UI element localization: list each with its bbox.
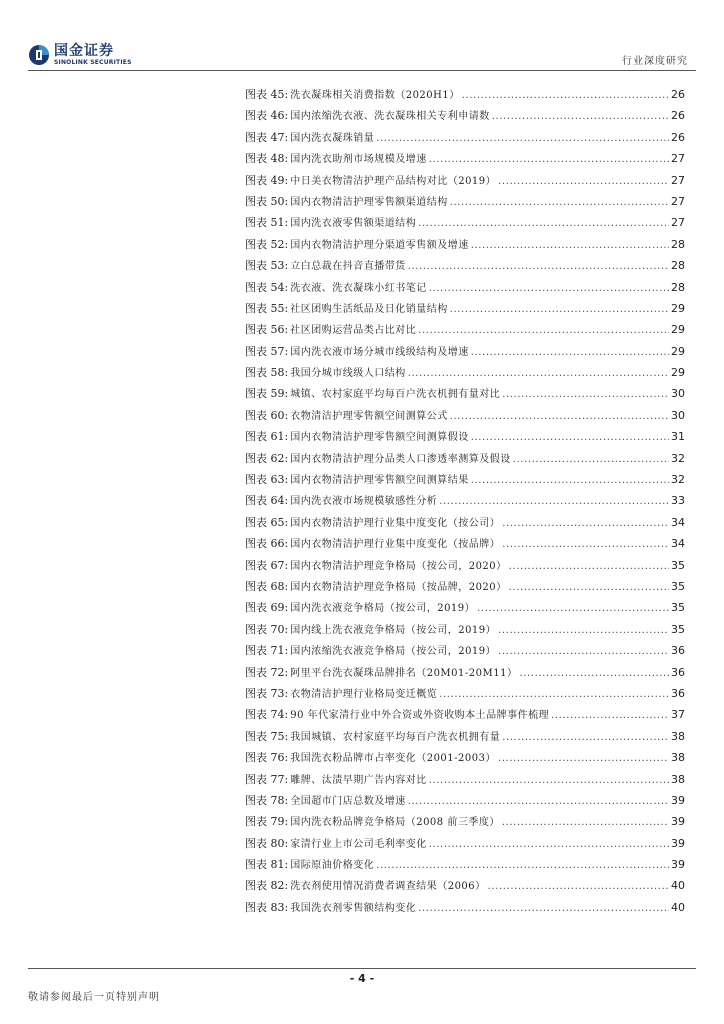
toc-entry-label: 图表 52: xyxy=(245,237,289,251)
toc-dot-leader xyxy=(471,238,669,251)
toc-dot-leader xyxy=(462,88,669,101)
toc-entry-label: 图表 56: xyxy=(245,323,289,337)
toc-dot-leader xyxy=(488,879,669,892)
toc-dot-leader xyxy=(498,644,669,657)
toc-entry-title: 社区团购运营品类占比对比 xyxy=(290,325,417,337)
toc-entry[interactable] xyxy=(245,835,685,856)
toc-entry-page: 37 xyxy=(671,708,685,722)
toc-entry-title: 雕牌、汰渍早期广告内容对比 xyxy=(290,774,427,786)
logo-cn-text: 国金证券 xyxy=(54,43,114,59)
toc-entry-page: 34 xyxy=(671,537,685,551)
toc-entry[interactable] xyxy=(245,428,685,449)
toc-entry-label: 图表 72: xyxy=(245,665,289,679)
toc-dot-leader xyxy=(429,281,669,294)
toc-entry[interactable] xyxy=(245,899,685,920)
toc-entry-label: 图表 79: xyxy=(245,815,289,829)
toc-dot-leader xyxy=(471,473,669,486)
toc-entry-title: 我国分城市线级人口结构 xyxy=(290,368,406,380)
toc-entry-label: 图表 83: xyxy=(245,900,289,914)
toc-dot-leader xyxy=(376,131,669,144)
toc-entry[interactable] xyxy=(245,535,685,556)
toc-entry[interactable] xyxy=(245,771,685,792)
toc-entry-title: 社区团购生活纸品及日化销量结构 xyxy=(290,303,448,315)
toc-entry-title: 洗衣剂使用情况消费者调查结果（2006） xyxy=(290,881,486,893)
toc-entry-label: 图表 76: xyxy=(245,751,289,765)
toc-entry-title: 国内衣物清洁护理竞争格局（按公司，2020） xyxy=(290,560,507,572)
toc-entry-label: 图表 48: xyxy=(245,152,289,166)
toc-entry[interactable] xyxy=(245,621,685,642)
toc-entry[interactable] xyxy=(245,728,685,749)
toc-entry-page: 35 xyxy=(671,622,685,636)
toc-entry-page: 31 xyxy=(671,430,685,444)
toc-entry[interactable] xyxy=(245,172,685,193)
toc-entry-label: 图表 60: xyxy=(245,408,289,422)
toc-dot-leader xyxy=(439,687,669,700)
toc-entry-label: 图表 64: xyxy=(245,494,289,508)
toc-entry-page: 35 xyxy=(671,579,685,593)
toc-entry[interactable] xyxy=(245,150,685,171)
toc-entry-page: 40 xyxy=(671,879,685,893)
toc-dot-leader xyxy=(551,708,669,721)
toc-entry-title: 国内衣物清洁护理行业集中度变化（按品牌） xyxy=(290,539,501,551)
logo-en-text: SINOLINK SECURITIES xyxy=(54,59,132,66)
toc-dot-leader xyxy=(450,195,669,208)
toc-entry-title: 国际原油价格变化 xyxy=(290,860,375,872)
toc-entry-label: 图表 46: xyxy=(245,109,289,123)
toc-dot-leader xyxy=(498,623,669,636)
toc-entry[interactable] xyxy=(245,492,685,513)
toc-entry-page: 38 xyxy=(671,772,685,786)
toc-dot-leader xyxy=(408,366,669,379)
footer-disclaimer: 敬请参阅最后一页特别声明 xyxy=(28,992,160,1003)
toc-entry-title: 国内线上洗衣液竞争格局（按公司，2019） xyxy=(290,624,497,636)
toc-entry-page: 30 xyxy=(671,387,685,401)
toc-entry-page: 29 xyxy=(671,366,685,380)
document-type: 行业深度研究 xyxy=(622,56,688,67)
toc-entry-label: 图表 61: xyxy=(245,430,289,444)
toc-entry[interactable] xyxy=(245,685,685,706)
toc-dot-leader xyxy=(439,494,669,507)
page-number: - 4 - xyxy=(349,972,375,985)
toc-entry-label: 图表 65: xyxy=(245,515,289,529)
toc-entry[interactable] xyxy=(245,664,685,685)
toc-entry[interactable] xyxy=(245,236,685,257)
toc-dot-leader xyxy=(408,794,669,807)
toc-dot-leader xyxy=(477,601,669,614)
toc-dot-leader xyxy=(498,751,669,764)
toc-entry-page: 36 xyxy=(671,644,685,658)
toc-entry[interactable] xyxy=(245,792,685,813)
toc-entry-title: 国内衣物清洁护理分渠道零售额及增速 xyxy=(290,239,469,251)
toc-entry-label: 图表 47: xyxy=(245,130,289,144)
toc-dot-leader xyxy=(450,409,669,422)
toc-entry[interactable] xyxy=(245,193,685,214)
toc-entry[interactable] xyxy=(245,129,685,150)
toc-entry[interactable] xyxy=(245,450,685,471)
toc-entry[interactable] xyxy=(245,599,685,620)
page-header xyxy=(0,0,724,76)
toc-entry-page: 29 xyxy=(671,323,685,337)
toc-dot-leader xyxy=(471,430,669,443)
toc-entry[interactable] xyxy=(245,557,685,578)
toc-entry-label: 图表 71: xyxy=(245,644,289,658)
toc-entry-page: 32 xyxy=(671,451,685,465)
toc-entry-page: 26 xyxy=(671,109,685,123)
toc-entry-label: 图表 53: xyxy=(245,259,289,273)
toc-entry[interactable] xyxy=(245,321,685,342)
toc-dot-leader xyxy=(418,901,669,914)
toc-dot-leader xyxy=(408,259,669,272)
toc-entry-label: 图表 68: xyxy=(245,579,289,593)
toc-entry-title: 国内洗衣液市场分城市线级结构及增速 xyxy=(290,346,469,358)
toc-entry-page: 34 xyxy=(671,515,685,529)
toc-entry-title: 阿里平台洗衣凝珠品牌排名（20M01-20M11） xyxy=(290,667,518,679)
toc-dot-leader xyxy=(513,452,669,465)
toc-entry-page: 39 xyxy=(671,836,685,850)
toc-entry-page: 39 xyxy=(671,858,685,872)
toc-entry-label: 图表 51: xyxy=(245,216,289,230)
toc-dot-leader xyxy=(376,858,669,871)
toc-entry-title: 国内浓缩洗衣液竞争格局（按公司，2019） xyxy=(290,646,497,658)
toc-entry-page: 26 xyxy=(671,88,685,101)
toc-entry-label: 图表 78: xyxy=(245,793,289,807)
toc-entry-page: 28 xyxy=(671,280,685,294)
toc-entry-title: 衣物清洁护理零售额空间测算公式 xyxy=(290,410,448,422)
toc-entry-page: 29 xyxy=(671,344,685,358)
toc-entry-page: 28 xyxy=(671,237,685,251)
toc-entry-page: 36 xyxy=(671,686,685,700)
toc-entry[interactable] xyxy=(245,257,685,278)
toc-entry-title: 国内洗衣凝珠销量 xyxy=(290,132,375,144)
toc-entry-page: 26 xyxy=(671,130,685,144)
toc-entry-label: 图表 66: xyxy=(245,537,289,551)
toc-entry-title: 家清行业上市公司毛利率变化 xyxy=(290,838,427,850)
toc-entry-page: 39 xyxy=(671,815,685,829)
toc-entry-title: 国内洗衣助剂市场规模及增速 xyxy=(290,154,427,166)
toc-entry-label: 图表 75: xyxy=(245,729,289,743)
toc-dot-leader xyxy=(502,730,669,743)
toc-entry-page: 38 xyxy=(671,751,685,765)
toc-entry-title: 洗衣凝珠相关消费指数（2020H1） xyxy=(290,90,460,101)
company-logo xyxy=(28,40,132,70)
toc-entry-title: 洗衣液、洗衣凝珠小红书笔记 xyxy=(290,282,427,294)
toc-dot-leader xyxy=(509,580,669,593)
footer-divider xyxy=(28,968,696,969)
toc-entry-page: 30 xyxy=(671,408,685,422)
toc-entry[interactable] xyxy=(245,385,685,406)
toc-dot-leader xyxy=(502,516,669,529)
toc-entry[interactable] xyxy=(245,877,685,898)
toc-entry[interactable] xyxy=(245,107,685,128)
toc-dot-leader xyxy=(429,837,669,850)
toc-entry-page: 35 xyxy=(671,601,685,615)
toc-entry-page: 29 xyxy=(671,301,685,315)
toc-entry-title: 衣物清洁护理行业格局变迁概览 xyxy=(290,688,438,700)
toc-entry-page: 35 xyxy=(671,558,685,572)
table-of-figures xyxy=(245,86,685,920)
toc-entry-label: 图表 59: xyxy=(245,387,289,401)
toc-entry-label: 图表 73: xyxy=(245,686,289,700)
toc-entry-page: 38 xyxy=(671,729,685,743)
toc-dot-leader xyxy=(471,345,669,358)
toc-entry-label: 图表 62: xyxy=(245,451,289,465)
toc-dot-leader xyxy=(450,302,669,315)
toc-entry-label: 图表 67: xyxy=(245,558,289,572)
toc-entry-page: 40 xyxy=(671,900,685,914)
toc-entry-title: 国内衣物清洁护理零售额空间测算结果 xyxy=(290,475,469,487)
toc-entry[interactable] xyxy=(245,343,685,364)
toc-entry[interactable] xyxy=(245,642,685,663)
toc-entry-title: 90 年代家清行业中外合资或外资收购本土品牌事件梳理 xyxy=(290,710,550,722)
toc-dot-leader xyxy=(492,109,669,122)
toc-entry[interactable] xyxy=(245,86,685,107)
toc-entry-label: 图表 70: xyxy=(245,622,289,636)
toc-dot-leader xyxy=(429,152,669,165)
toc-entry-title: 全国超市门店总数及增速 xyxy=(290,795,406,807)
toc-entry-label: 图表 45: xyxy=(245,88,289,101)
toc-entry-title: 国内洗衣粉品牌竞争格局（2008 前三季度） xyxy=(290,817,500,829)
toc-entry-page: 36 xyxy=(671,665,685,679)
sinolink-logo-icon xyxy=(28,44,50,66)
toc-dot-leader xyxy=(519,666,669,679)
toc-dot-leader xyxy=(418,323,669,336)
toc-entry[interactable] xyxy=(245,471,685,492)
toc-entry-label: 图表 81: xyxy=(245,858,289,872)
toc-entry-page: 27 xyxy=(671,194,685,208)
toc-entry-label: 图表 69: xyxy=(245,601,289,615)
toc-entry[interactable] xyxy=(245,407,685,428)
toc-entry-page: 32 xyxy=(671,473,685,487)
toc-entry-label: 图表 55: xyxy=(245,301,289,315)
toc-entry-title: 国内浓缩洗衣液、洗衣凝珠相关专利申请数 xyxy=(290,111,490,123)
toc-entry-title: 我国城镇、农村家庭平均每百户洗衣机拥有量 xyxy=(290,731,501,743)
toc-entry-page: 39 xyxy=(671,793,685,807)
header-divider xyxy=(28,70,696,71)
toc-entry-label: 图表 50: xyxy=(245,194,289,208)
toc-entry[interactable] xyxy=(245,813,685,834)
toc-entry[interactable] xyxy=(245,300,685,321)
toc-entry-page: 27 xyxy=(671,216,685,230)
toc-entry-title: 我国洗衣粉品牌市占率变化（2001-2003） xyxy=(290,753,496,765)
toc-entry-title: 国内衣物清洁护理零售额渠道结构 xyxy=(290,196,448,208)
toc-entry[interactable] xyxy=(245,749,685,770)
toc-dot-leader xyxy=(498,174,669,187)
toc-entry-title: 国内洗衣液竞争格局（按公司，2019） xyxy=(290,603,476,615)
toc-entry[interactable] xyxy=(245,214,685,235)
toc-dot-leader xyxy=(502,537,669,550)
toc-dot-leader xyxy=(429,773,669,786)
toc-entry-title: 中日美衣物清洁护理产品结构对比（2019） xyxy=(290,175,497,187)
toc-entry-page: 28 xyxy=(671,259,685,273)
toc-entry-title: 城镇、农村家庭平均每百户洗衣机拥有量对比 xyxy=(290,389,501,401)
toc-entry-label: 图表 74: xyxy=(245,708,289,722)
toc-entry[interactable] xyxy=(245,514,685,535)
toc-entry-label: 图表 82: xyxy=(245,879,289,893)
toc-entry-label: 图表 54: xyxy=(245,280,289,294)
toc-entry[interactable] xyxy=(245,364,685,385)
toc-entry-title: 国内洗衣液零售额渠道结构 xyxy=(290,218,417,230)
toc-entry-label: 图表 49: xyxy=(245,173,289,187)
toc-entry-label: 图表 57: xyxy=(245,344,289,358)
toc-entry-title: 我国洗衣剂零售额结构变化 xyxy=(290,902,417,914)
toc-entry[interactable] xyxy=(245,279,685,300)
toc-dot-leader xyxy=(418,216,669,229)
toc-entry-title: 国内衣物清洁护理零售额空间测算假设 xyxy=(290,432,469,444)
toc-dot-leader xyxy=(502,387,669,400)
toc-entry-title: 国内衣物清洁护理行业集中度变化（按公司） xyxy=(290,517,501,529)
toc-entry[interactable] xyxy=(245,578,685,599)
toc-entry-label: 图表 63: xyxy=(245,473,289,487)
toc-entry-label: 图表 80: xyxy=(245,836,289,850)
toc-entry-title: 国内衣物清洁护理分品类人口渗透率测算及假设 xyxy=(290,453,511,465)
toc-entry-title: 国内洗衣液市场规模敏感性分析 xyxy=(290,496,438,508)
toc-entry-title: 立白总裁在抖音直播带货 xyxy=(290,261,406,273)
toc-entry-page: 27 xyxy=(671,173,685,187)
toc-entry[interactable] xyxy=(245,706,685,727)
toc-dot-leader xyxy=(509,559,669,572)
toc-entry-page: 33 xyxy=(671,494,685,508)
toc-entry-label: 图表 58: xyxy=(245,366,289,380)
toc-entry-label: 图表 77: xyxy=(245,772,289,786)
toc-dot-leader xyxy=(502,815,669,828)
toc-entry-page: 27 xyxy=(671,152,685,166)
toc-entry[interactable] xyxy=(245,856,685,877)
toc-entry-title: 国内衣物清洁护理竞争格局（按品牌，2020） xyxy=(290,581,507,593)
